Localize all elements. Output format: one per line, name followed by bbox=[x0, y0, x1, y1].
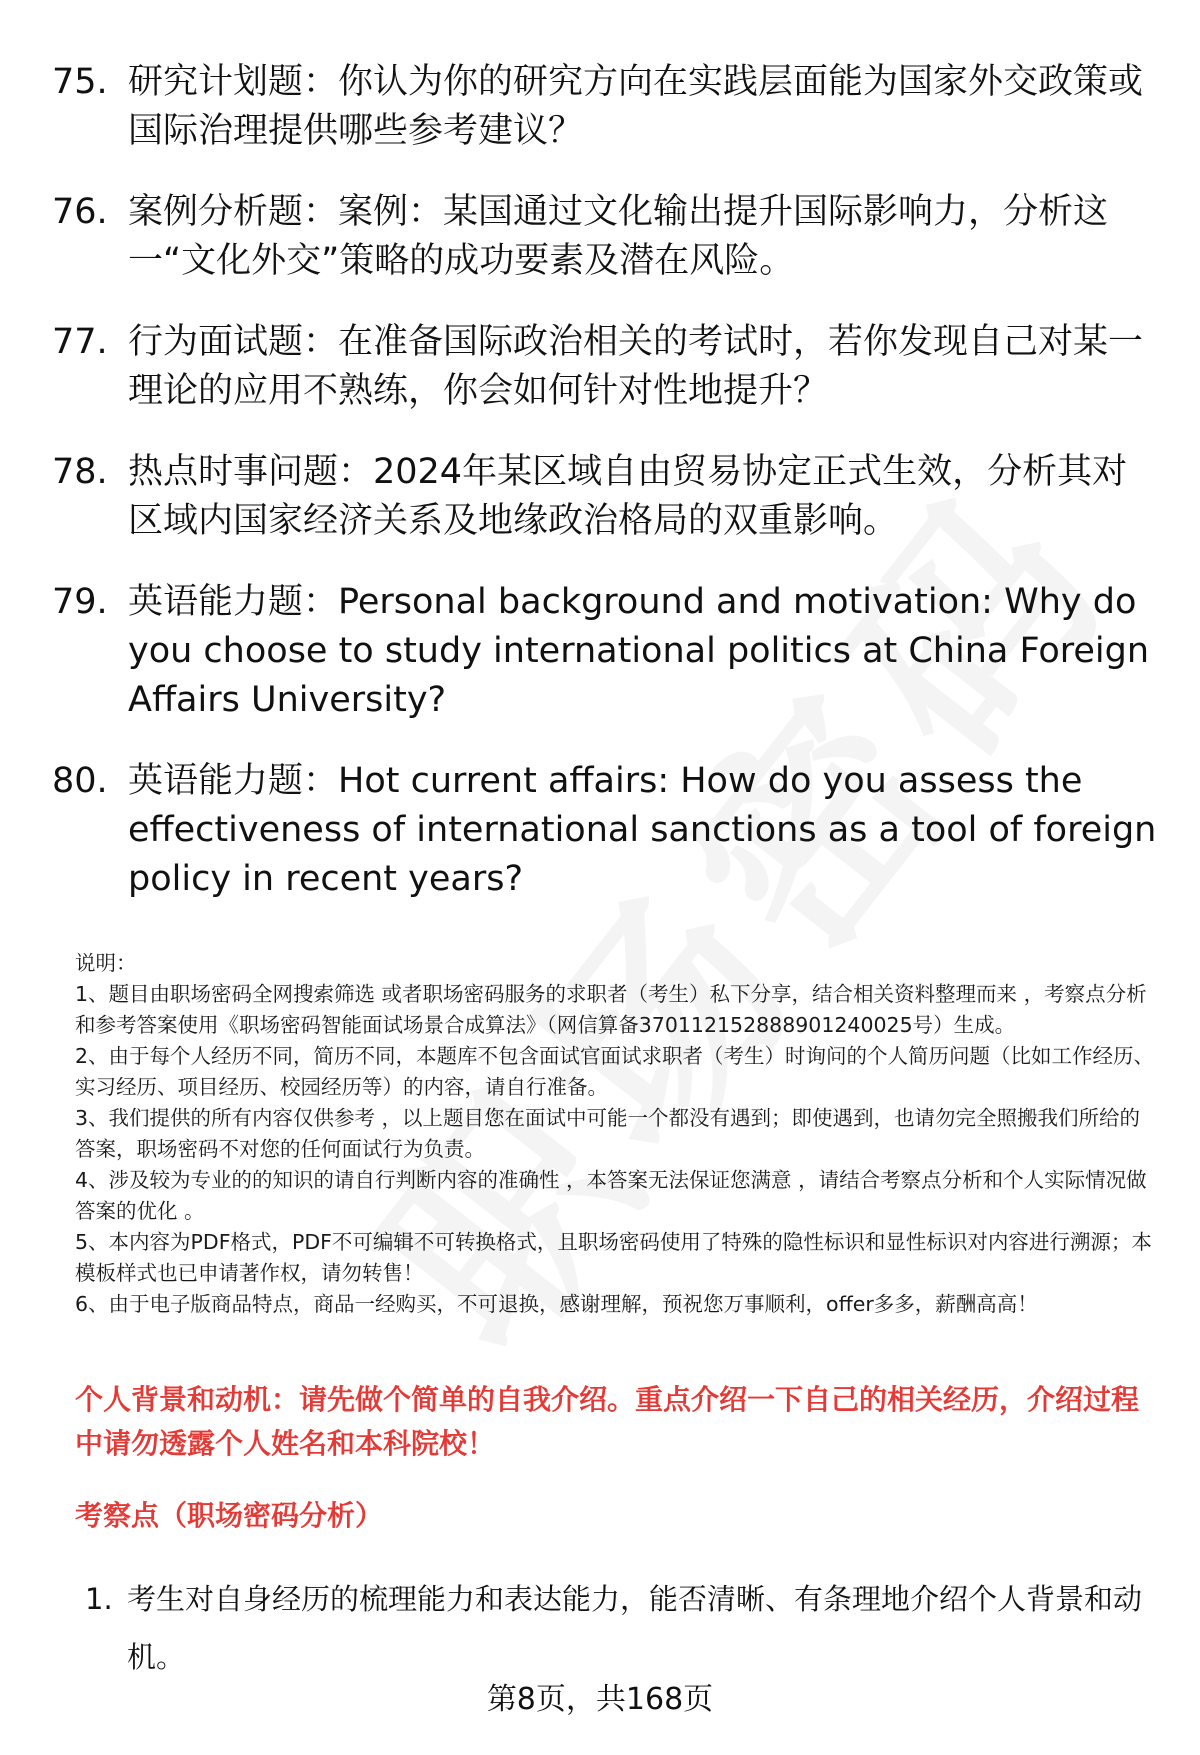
point-number: 1. bbox=[85, 1582, 113, 1616]
question-item bbox=[52, 448, 1162, 546]
question-text: 研究计划题：你认为你的研究方向在实践层面能为国家外交政策或国际治理提供哪些参考建议？ bbox=[128, 62, 1144, 151]
note-item: 5、本内容为PDF格式，PDF不可编辑不可转换格式，且职场密码使用了特殊的隐性标识和显性标识对内容进行溯源；本模板样式也已申请著作权，请勿转售！ bbox=[75, 1230, 1152, 1285]
question-number: 80. bbox=[52, 761, 108, 801]
question-text: 行为面试题：在准备国际政治相关的考试时，若你发现自己对某一理论的应用不熟练，你会如何针对性地提升？ bbox=[128, 322, 1144, 411]
page-footer: 第8页，共168页 bbox=[486, 1682, 714, 1717]
question-number: 77. bbox=[52, 322, 108, 362]
question-text: 英语能力题：Hot current affairs: How do you assess the effectiveness of international sanctions as a tool of foreign policy in recent years? bbox=[128, 761, 1157, 899]
question-item bbox=[52, 578, 1162, 725]
question-number: 76. bbox=[52, 192, 108, 232]
question-item bbox=[52, 757, 1162, 904]
section-title: 考察点（职场密码分析） bbox=[75, 1499, 384, 1532]
question-list bbox=[52, 58, 1162, 936]
question-item bbox=[52, 318, 1162, 416]
question-text: 热点时事问题：2024年某区域自由贸易协定正式生效，分析其对区域内国家经济关系及地缘政治格局的双重影响。 bbox=[128, 452, 1128, 541]
note-item: 4、涉及较为专业的的知识的请自行判断内容的准确性 ，本答案无法保证您满意 ，请结合考察点分析和个人实际情况做答案的优化 。 bbox=[75, 1168, 1147, 1223]
question-number: 78. bbox=[52, 452, 108, 492]
question-text: 案例分析题：案例：某国通过文化输出提升国际影响力，分析这一“文化外交”策略的成功要素及潜在风险。 bbox=[128, 192, 1109, 281]
point-list bbox=[85, 1570, 1160, 1686]
highlight-question-text: 个人背景和动机：请先做个简单的自我介绍。重点介绍一下自己的相关经历，介绍过程中请勿透露个人姓名和本科院校！ bbox=[75, 1383, 1140, 1460]
note-item: 6、由于电子版商品特点，商品一经购买，不可退换，感谢理解，预祝您万事顺利，offer多多，薪酬高高！ bbox=[75, 1292, 1038, 1316]
note-item: 3、我们提供的所有内容仅供参考 ，以上题目您在面试中可能一个都没有遇到；即使遇到，也请勿完全照搬我们所给的答案，职场密码不对您的任何面试行为负责。 bbox=[75, 1106, 1141, 1161]
question-text: 英语能力题：Personal background and motivation: Why do you choose to study international politics at China Foreign Affairs University? bbox=[128, 582, 1150, 720]
question-item bbox=[52, 188, 1162, 286]
question-number: 75. bbox=[52, 62, 108, 102]
notes-section bbox=[75, 948, 1155, 1320]
point-item bbox=[85, 1570, 1160, 1686]
question-number: 79. bbox=[52, 582, 108, 622]
question-item bbox=[52, 58, 1162, 156]
point-text: 考生对自身经历的梳理能力和表达能力，能否清晰、有条理地介绍个人背景和动机。 bbox=[127, 1582, 1143, 1674]
note-item: 2、由于每个人经历不同，简历不同，本题库不包含面试官面试求职者（考生）时询问的个人简历问题（比如工作经历、实习经历、项目经历、校园经历等）的内容，请自行准备。 bbox=[75, 1044, 1155, 1099]
notes-heading: 说明： bbox=[75, 951, 137, 975]
highlight-question bbox=[75, 1378, 1160, 1466]
note-item: 1、题目由职场密码全网搜索筛选 或者职场密码服务的求职者（考生）私下分享，结合相关资料整理而来 ，考察点分析和参考答案使用《职场密码智能面试场景合成算法》（网信算备370112152888901240025号）生成。 bbox=[75, 982, 1147, 1037]
